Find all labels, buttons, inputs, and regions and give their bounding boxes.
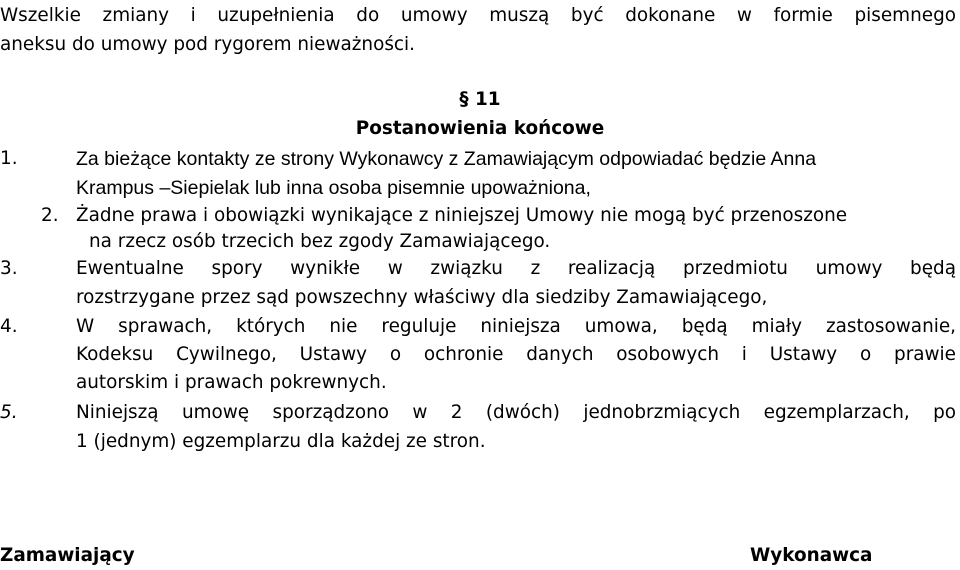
item-3-line-2: rozstrzygane przez sąd powszechny właściwy dla siedziby Zamawiającego,	[76, 287, 768, 308]
item-4-line-2: Kodeksu Cywilnego, Ustawy o ochronie danych osobowych i Ustawy o prawie	[76, 344, 956, 365]
item-4-line-3: autorskim i prawach pokrewnych.	[76, 372, 387, 393]
item-2-number: 2.	[41, 205, 59, 226]
item-2-line-2: na rzecz osób trzecich bez zgody Zamawiającego.	[89, 231, 551, 252]
item-2-line-1: Żadne prawa i obowiązki wynikające z niniejszej Umowy nie mogą być przenoszone	[76, 205, 848, 226]
item-3-line-1: Ewentualne spory wynikłe w związku z realizacją przedmiotu umowy będą	[76, 258, 956, 279]
intro-line-1: Wszelkie zmiany i uzupełnienia do umowy muszą być dokonane w formie pisemnego	[0, 5, 956, 26]
intro-line-2: aneksu do umowy pod rygorem nieważności.	[0, 34, 415, 55]
item-1-number: 1.	[0, 148, 18, 169]
item-3-number: 3.	[0, 258, 18, 279]
item-5-number: 5.	[0, 402, 18, 423]
item-4-line-1: W sprawach, których nie reguluje niniejsza umowa, będą miały zastosowanie,	[76, 316, 956, 337]
signature-contractor: Wykonawca	[750, 545, 873, 566]
item-5-line-1: Niniejszą umowę sporządzono w 2 (dwóch) jednobrzmiących egzemplarzach, po	[76, 402, 956, 423]
section-number: § 11	[459, 89, 501, 110]
item-1-line-1: Za bieżące kontakty ze strony Wykonawcy z Zamawiającym odpowiadać będzie Anna	[76, 148, 817, 170]
item-4-number: 4.	[0, 316, 18, 337]
signature-client: Zamawiający	[0, 545, 135, 566]
item-5-line-2: 1 (jednym) egzemplarzu dla każdej ze stron.	[76, 431, 486, 452]
section-title: Postanowienia końcowe	[355, 118, 605, 139]
item-1-line-2: Krampus –Siepielak lub inna osoba pisemnie upoważniona,	[76, 177, 591, 199]
